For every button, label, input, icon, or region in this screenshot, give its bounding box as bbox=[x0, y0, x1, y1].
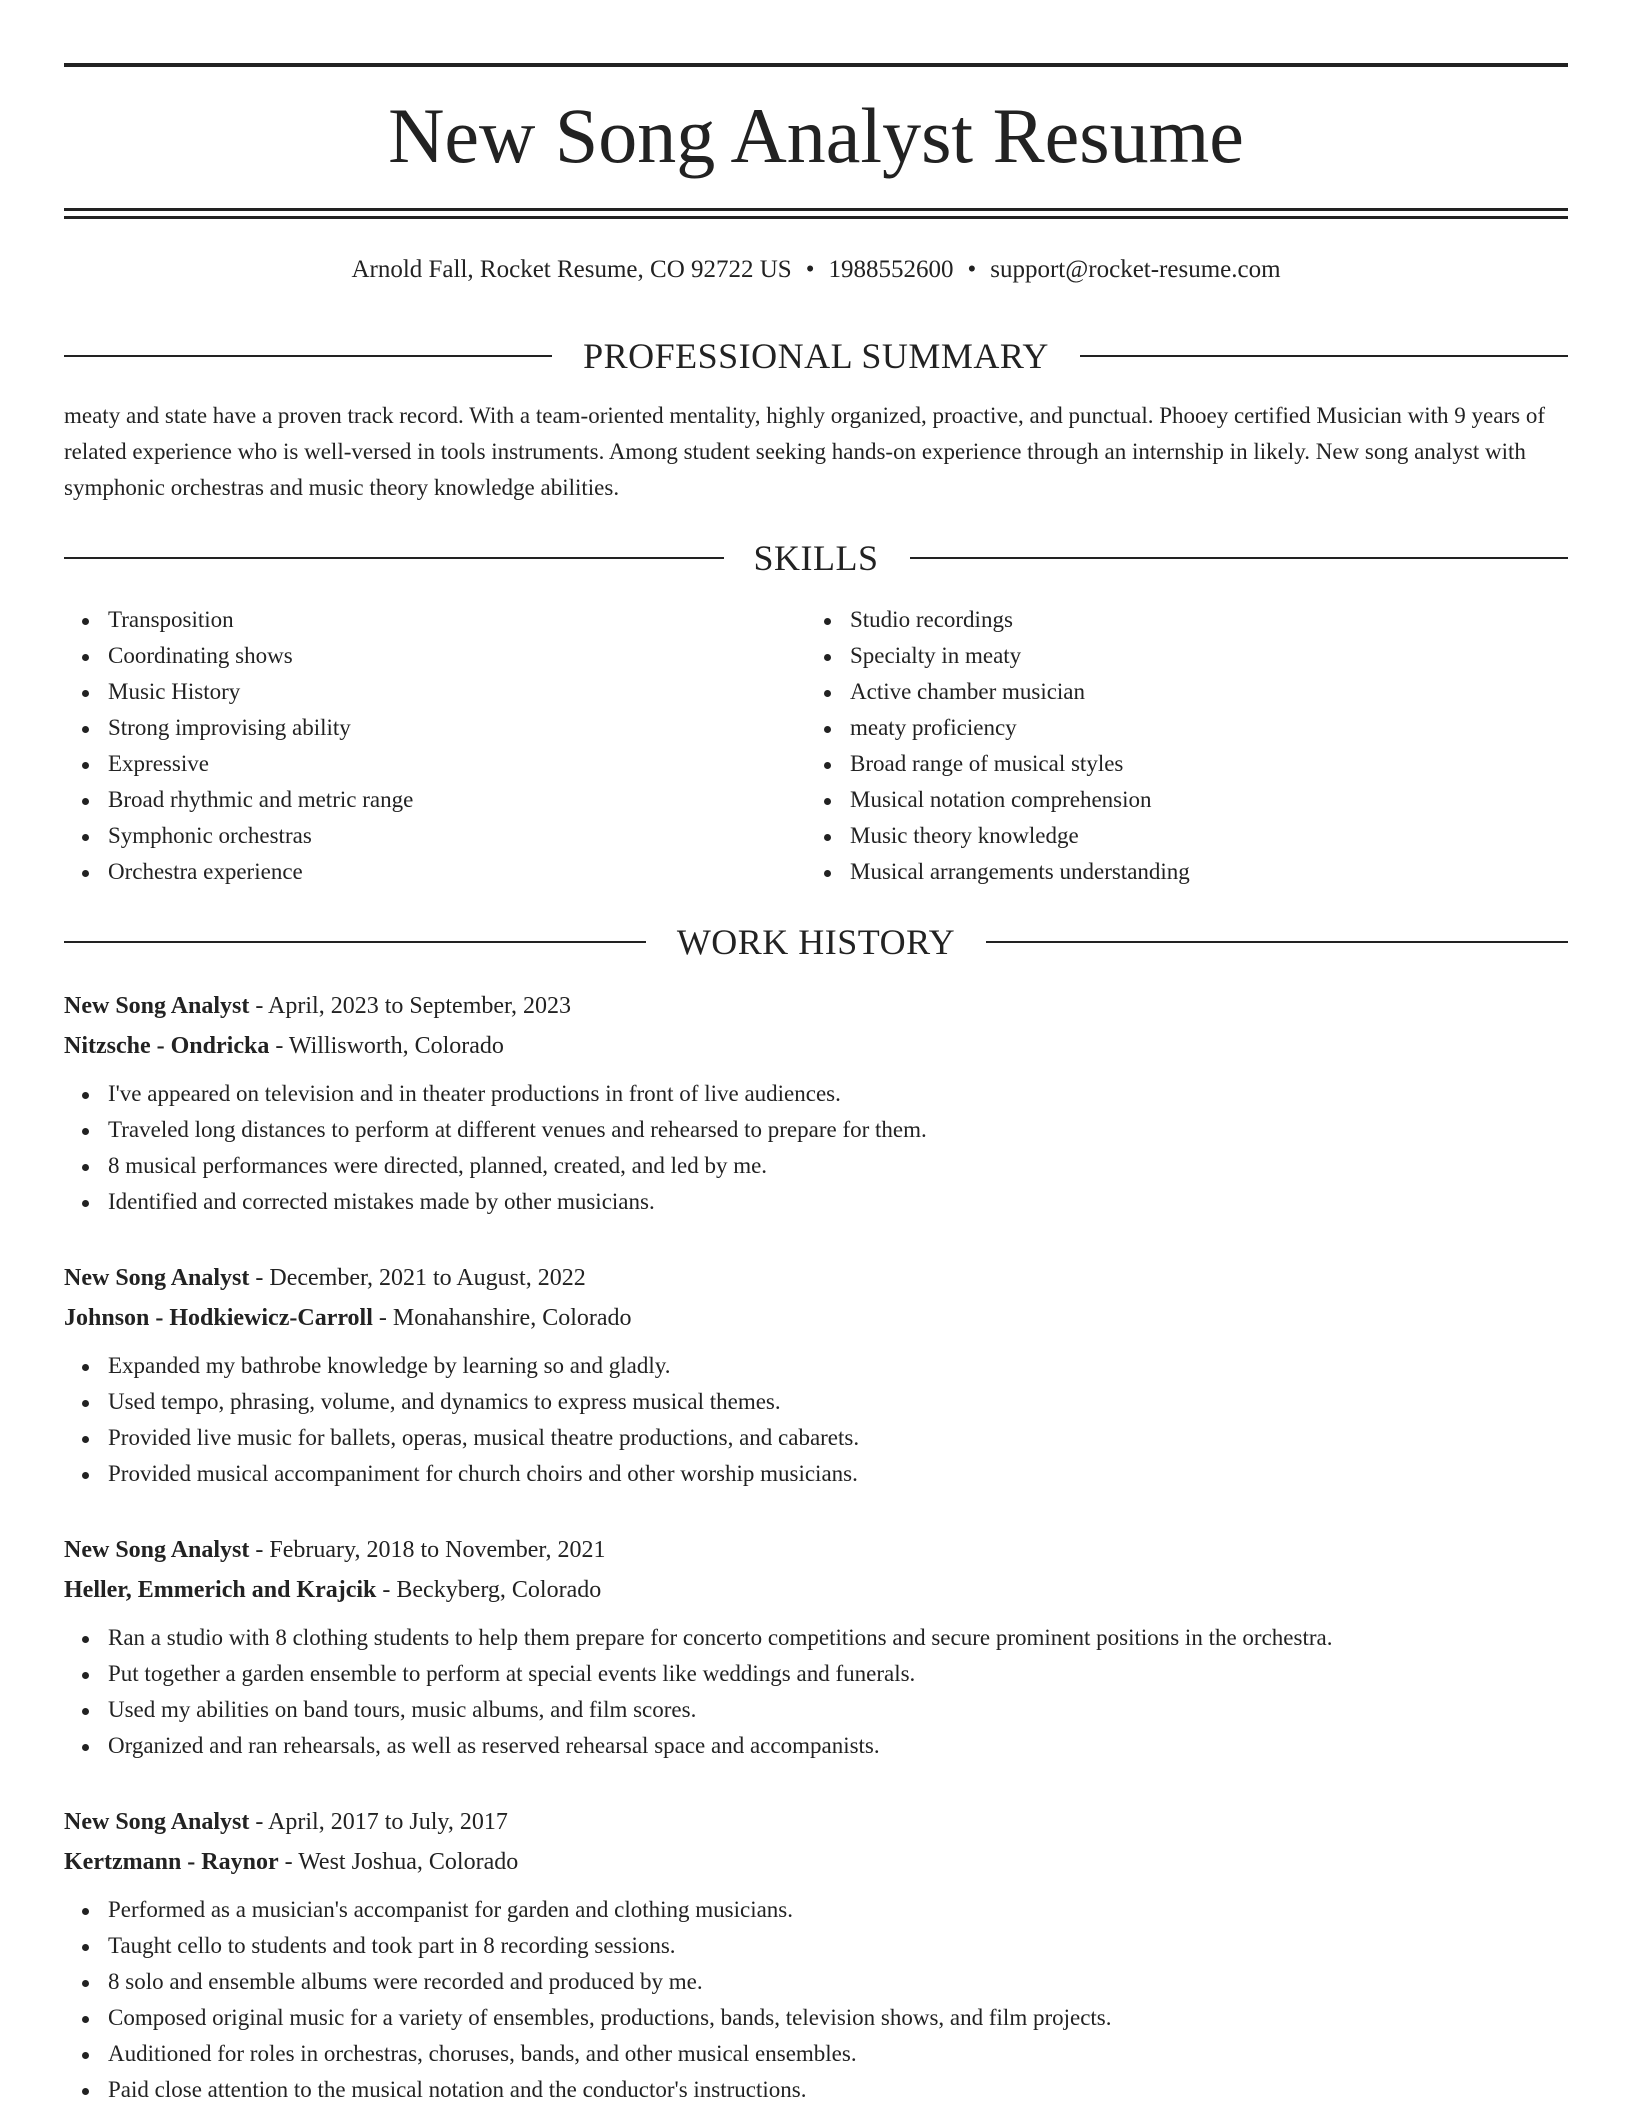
resume-title: New Song Analyst Resume bbox=[388, 92, 1244, 179]
list-item: Specialty in meaty bbox=[806, 638, 1566, 674]
job-bullets bbox=[64, 1892, 1568, 2108]
list-item: Transposition bbox=[64, 602, 784, 638]
skills-heading bbox=[64, 536, 1568, 580]
job-dates: - December, 2021 to August, 2022 bbox=[249, 1265, 586, 1291]
summary-text: meaty and state have a proven track record. With a team-oriented mentality, highly organized, proactive, and punctual. Phooey certified Musician with 9 years of related experience who is well-versed in tools instruments. Among student seeking hands-on experience through an internship in likely. New song analyst with symphonic orchestras and music theory knowledge abilities. bbox=[64, 403, 1545, 500]
list-item: Organized and ran rehearsals, as well as reserved rehearsal space and accompanists. bbox=[64, 1728, 1568, 1764]
list-item: Paid close attention to the musical notation and the conductor's instructions. bbox=[64, 2072, 1568, 2108]
list-item: Musical arrangements understanding bbox=[806, 854, 1566, 890]
contact-line bbox=[64, 252, 1568, 288]
job-company-line bbox=[64, 1026, 1568, 1066]
list-item: Expanded my bathrobe knowledge by learning so and gladly. bbox=[64, 1348, 1568, 1384]
job-bullets bbox=[64, 1620, 1568, 1764]
list-item: Music theory knowledge bbox=[806, 818, 1566, 854]
job-location: - Beckyberg, Colorado bbox=[376, 1577, 602, 1603]
job-company: Nitzsche - Ondricka bbox=[64, 1033, 270, 1059]
contact-separator: • bbox=[967, 256, 977, 283]
job-entry bbox=[64, 1802, 1568, 2108]
summary-heading bbox=[64, 334, 1568, 378]
work-heading-label: WORK HISTORY bbox=[676, 922, 956, 962]
list-item: meaty proficiency bbox=[806, 710, 1566, 746]
job-company-line bbox=[64, 1570, 1568, 1610]
job-title: New Song Analyst bbox=[64, 1809, 250, 1835]
list-item: Coordinating shows bbox=[64, 638, 784, 674]
job-title: New Song Analyst bbox=[64, 1265, 250, 1291]
contact-separator: • bbox=[805, 256, 815, 283]
job-title: New Song Analyst bbox=[64, 993, 250, 1019]
work-heading bbox=[64, 920, 1568, 964]
contact-phone: 1988552600 bbox=[828, 256, 954, 283]
contact-address: Arnold Fall, Rocket Resume, CO 92722 US bbox=[351, 256, 792, 283]
job-title-line bbox=[64, 986, 1568, 1026]
list-item: Strong improvising ability bbox=[64, 710, 784, 746]
list-item: Broad rhythmic and metric range bbox=[64, 782, 784, 818]
skills-list-right bbox=[806, 602, 1566, 890]
contact-email: support@rocket-resume.com bbox=[990, 256, 1281, 283]
job-bullets bbox=[64, 1076, 1568, 1220]
job-dates: - February, 2018 to November, 2021 bbox=[249, 1537, 606, 1563]
list-item: 8 musical performances were directed, planned, created, and led by me. bbox=[64, 1148, 1568, 1184]
job-title-line bbox=[64, 1258, 1568, 1298]
job-bullets bbox=[64, 1348, 1568, 1492]
job-location: - Willisworth, Colorado bbox=[269, 1033, 504, 1059]
list-item: Expressive bbox=[64, 746, 784, 782]
job-location: - Monahanshire, Colorado bbox=[372, 1305, 632, 1331]
job-company-line bbox=[64, 1842, 1568, 1882]
list-item: Auditioned for roles in orchestras, choruses, bands, and other musical ensembles. bbox=[64, 2036, 1568, 2072]
job-company: Kertzmann - Raynor bbox=[64, 1849, 279, 1875]
top-rule bbox=[64, 63, 1568, 67]
list-item: Performed as a musician's accompanist for garden and clothing musicians. bbox=[64, 1892, 1568, 1928]
job-dates: - April, 2023 to September, 2023 bbox=[249, 993, 572, 1019]
heading-rule-right bbox=[986, 941, 1568, 943]
list-item: 8 solo and ensemble albums were recorded and produced by me. bbox=[64, 1964, 1568, 2000]
list-item: Studio recordings bbox=[806, 602, 1566, 638]
job-company: Johnson - Hodkiewicz-Carroll bbox=[64, 1305, 373, 1331]
job-dates: - April, 2017 to July, 2017 bbox=[249, 1809, 508, 1835]
job-company-line bbox=[64, 1298, 1568, 1338]
list-item: Broad range of musical styles bbox=[806, 746, 1566, 782]
skills-list-left bbox=[64, 602, 784, 890]
job-entry bbox=[64, 1258, 1568, 1492]
job-title: New Song Analyst bbox=[64, 1537, 250, 1563]
job-title-line bbox=[64, 1802, 1568, 1842]
list-item: Symphonic orchestras bbox=[64, 818, 784, 854]
list-item: Musical notation comprehension bbox=[806, 782, 1566, 818]
job-company: Heller, Emmerich and Krajcik bbox=[64, 1577, 377, 1603]
list-item: I've appeared on television and in theater productions in front of live audiences. bbox=[64, 1076, 1568, 1112]
list-item: Taught cello to students and took part in 8 recording sessions. bbox=[64, 1928, 1568, 1964]
title-rule-upper bbox=[64, 208, 1568, 211]
list-item: Composed original music for a variety of ensembles, productions, bands, television shows, and film projects. bbox=[64, 2000, 1568, 2036]
job-location: - West Joshua, Colorado bbox=[278, 1849, 519, 1875]
list-item: Identified and corrected mistakes made by other musicians. bbox=[64, 1184, 1568, 1220]
job-title-line bbox=[64, 1530, 1568, 1570]
list-item: Provided musical accompaniment for church choirs and other worship musicians. bbox=[64, 1456, 1568, 1492]
list-item: Ran a studio with 8 clothing students to help them prepare for concerto competitions and secure prominent positions in the orchestra. bbox=[64, 1620, 1568, 1656]
heading-rule-right bbox=[910, 557, 1568, 559]
list-item: Used my abilities on band tours, music albums, and film scores. bbox=[64, 1692, 1568, 1728]
job-entry bbox=[64, 986, 1568, 1220]
list-item: Used tempo, phrasing, volume, and dynamics to express musical themes. bbox=[64, 1384, 1568, 1420]
title-rule-lower bbox=[64, 216, 1568, 219]
job-entry bbox=[64, 1530, 1568, 1764]
list-item: Traveled long distances to perform at different venues and rehearsed to prepare for them. bbox=[64, 1112, 1568, 1148]
list-item: Provided live music for ballets, operas, musical theatre productions, and cabarets. bbox=[64, 1420, 1568, 1456]
list-item: Put together a garden ensemble to perform at special events like weddings and funerals. bbox=[64, 1656, 1568, 1692]
list-item: Music History bbox=[64, 674, 784, 710]
list-item: Orchestra experience bbox=[64, 854, 784, 890]
skills-heading-label: SKILLS bbox=[753, 538, 879, 578]
summary-heading-label: PROFESSIONAL SUMMARY bbox=[583, 336, 1049, 376]
list-item: Active chamber musician bbox=[806, 674, 1566, 710]
heading-rule-right bbox=[1080, 355, 1568, 357]
